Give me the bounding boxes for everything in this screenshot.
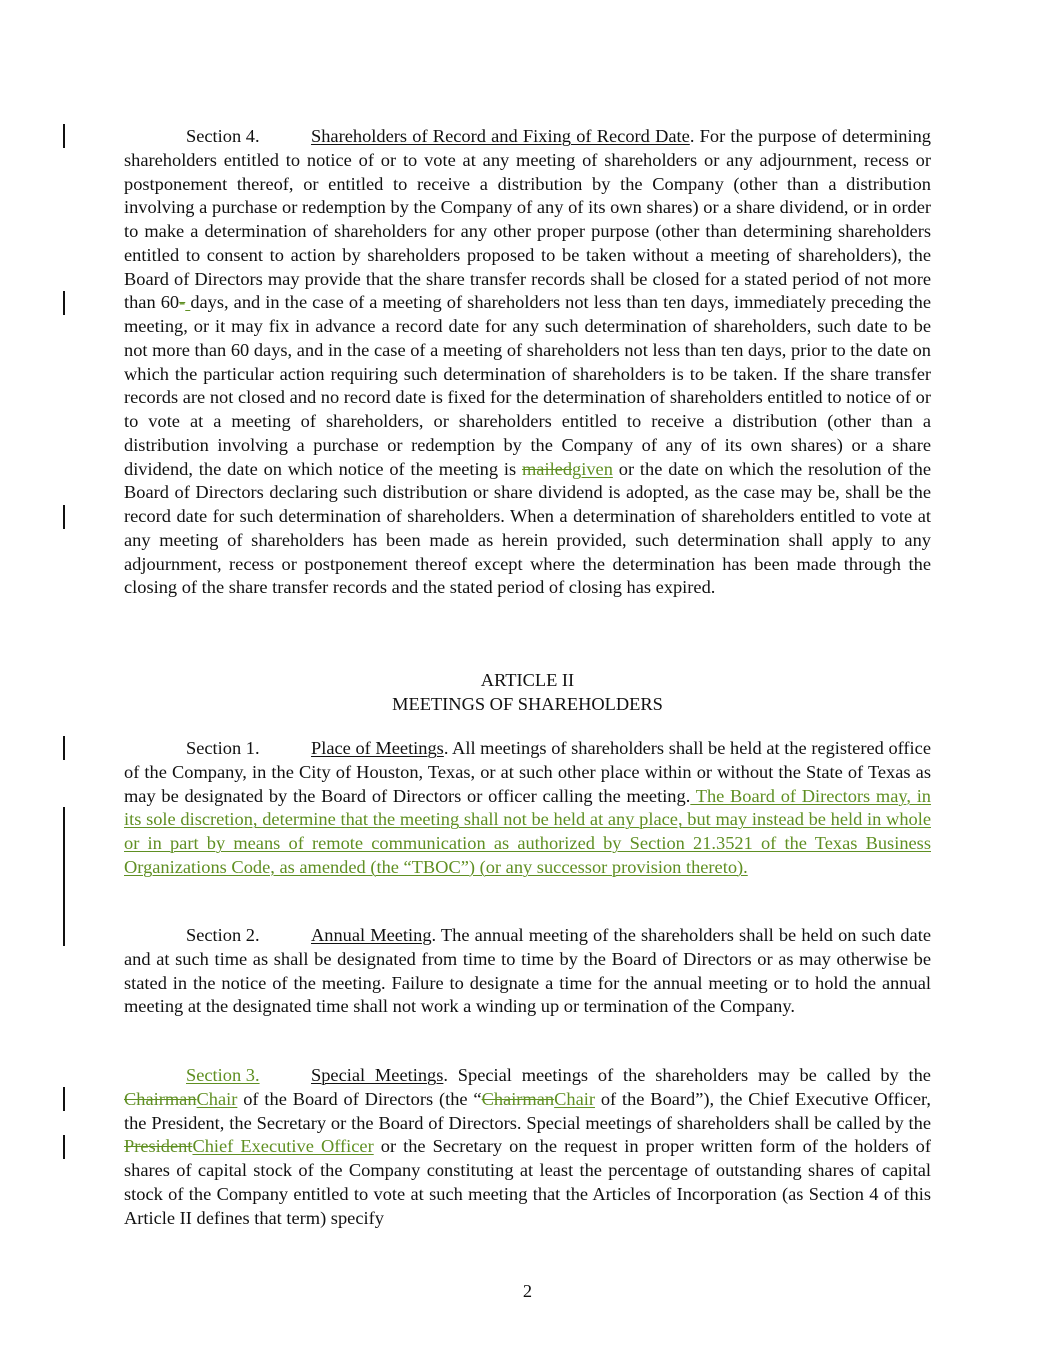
change-bar — [63, 505, 65, 529]
deleted-text: President — [124, 1136, 193, 1157]
section-1-title: Place of Meetings — [311, 738, 444, 758]
change-bar — [63, 807, 65, 946]
section-3-text: of the Board”), the Chief Executive Officer, the President, the Secretary or the Board of Directors. Special meetings of shareholders shall be called by the — [124, 1088, 931, 1133]
section-4-title: Shareholders of Record and Fixing of Record Date — [311, 126, 690, 146]
deleted-text: - — [179, 292, 186, 313]
section-4-text: days, and in the case of a meeting of shareholders not less than ten days, immediately preceding the meeting, or it may fix in advance a record date for any such determination of shareholders, such date to be not more than 60 days, and in the case of a meeting of shareholders not less than ten days, prior to the date on which the particular action requiring such determination of shareholders is to be taken. If the share transfer records are not closed and no record date is fixed for the determination of shareholders entitled to notice of or to vote at a meeting of shareholders, or shareholders entitled to receive a distribution (other than a distribution involving a purchase or redemption by the Company of any of its own shares) or a share dividend, the date on which notice of the meeting is — [124, 292, 931, 479]
section-4-text: or the date on which the resolution of the Board of Directors declaring such distribution or share dividend is adopted, as the case may be, shall be the record date for such determination of shareholders. When a determination of shareholders entitled to vote at any meeting of shareholders has been made as herein provided, such determination shall apply to any adjournment, recess or postponement thereof except where the determination has been made through the closing of the share transfer records and the stated period of closing has expired. — [124, 458, 931, 598]
change-bar — [63, 291, 65, 315]
inserted-text: Chair — [196, 1088, 238, 1109]
deleted-text: Chairman — [124, 1088, 197, 1109]
article-label: ARTICLE II — [480, 670, 575, 690]
inserted-text: given — [572, 458, 613, 479]
section-4-text: . For the purpose of determining shareholders entitled to notice of or to vote at any meeting of shareholders or any adjournment, recess or postponement thereof, or entitled to receive a distribution by the Company (other than a distribution involving a purchase or redemption by the Company of any of its own shares) or a share dividend, or in order to make a determination of shareholders for any other proper purpose (other than determining shareholders entitled to consent to action by shareholders proposed to be taken without a meeting of shareholders), the Board of Directors may provide that the share transfer records shall be closed for a stated period of not more than 60 — [124, 126, 931, 313]
section-4-number: Section 4. — [186, 126, 260, 146]
inserted-text: Chief Executive Officer — [192, 1136, 374, 1157]
section-3-text: . Special meetings of the shareholders may be called by the — [443, 1065, 931, 1085]
section-3-text: of the Board of Directors (the “ — [237, 1088, 482, 1109]
section-3-paragraph — [124, 1064, 931, 1230]
section-1-number: Section 1. — [186, 738, 260, 758]
section-3-title: Special Meetings — [311, 1065, 444, 1085]
inserted-text: The Board of Directors may, in its sole discretion, determine that the meeting shall not be held at any place, but may instead be held in whole or in part by means of remote communication as authorized by Section 21.3521 of the Texas Business Organizations Code, as amended (the “TBOC”) (or any successor provision thereto). — [124, 785, 932, 877]
section-4-paragraph — [124, 125, 931, 600]
section-3-number: Section 3. — [186, 1065, 260, 1085]
section-1-paragraph — [124, 737, 931, 880]
change-bar — [63, 124, 65, 148]
deleted-text: Chairman — [481, 1088, 555, 1109]
section-2-title: Annual Meeting — [311, 925, 432, 945]
inserted-text: Chair — [554, 1088, 595, 1109]
change-bar — [63, 1135, 65, 1159]
section-2-paragraph — [124, 924, 931, 1019]
article-title: MEETINGS OF SHAREHOLDERS — [392, 694, 663, 714]
section-3-text: or the Secretary on the request in proper written form of the holders of shares of capital stock of the Company constituting at least the percentage of outstanding shares of capital stock of the Company entitled to vote at such meeting that the Articles of Incorporation (as Section 4 of this Article II defines that term) specify — [124, 1136, 931, 1228]
deleted-text: mailed — [522, 458, 573, 479]
section-2-text: . The annual meeting of the shareholders shall be held on such date and at such time as shall be designated from time to time by the Board of Directors or as may otherwise be stated in the notice of the meeting. Failure to designate a time for the annual meeting or to hold the annual meeting at the designated time shall not work a winding up or termination of the Company. — [124, 925, 931, 1017]
section-2-number: Section 2. — [186, 925, 260, 945]
change-bar — [63, 1087, 65, 1111]
change-bar — [63, 736, 65, 760]
page-number: 2 — [522, 1281, 533, 1301]
section-1-text: . All meetings of shareholders shall be held at the registered office of the Company, in the City of Houston, Texas, or at such other place within or without the State of Texas as may be designated by the Board of Directors or officer calling the meeting. — [124, 738, 931, 806]
